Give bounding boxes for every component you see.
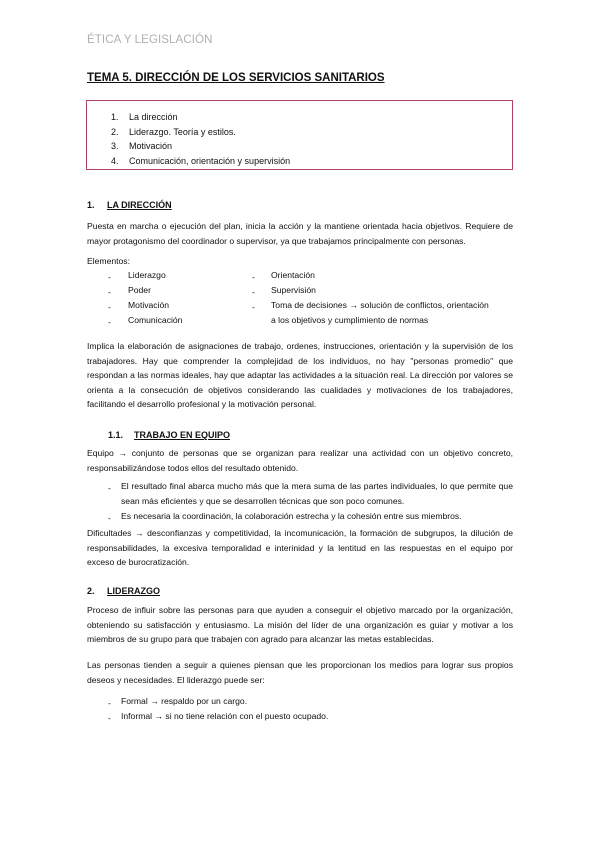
section-heading-liderazgo [87,586,160,596]
paragraph-liderazgo-tipos: Las personas tienden a seguir a quienes piensan que les proporcionan los medios para lograr sus propios deseos y necesidades. El liderazgo puede ser: [87,660,513,685]
toc-item-label: La dirección [129,112,178,122]
toc-item-number: 1. [111,112,119,122]
element-item: Poder [128,285,151,295]
table-of-contents-box [86,100,513,170]
bullet-dash: - [108,287,111,297]
element-item: Supervisión [271,285,316,295]
bullet-dash: - [252,272,255,282]
toc-item-label: Comunicación, orientación y supervisión [129,155,291,166]
bullet-dash: - [108,272,111,282]
toc-item-number: 3. [111,141,119,151]
paragraph-equipo-definition: Equipo → conjunto de personas que se organizan para realizar una actividad con un objetivo concreto, responsabilizándose todos ellos del resultado obtenido. [87,448,513,473]
bullet-dash: - [252,302,255,312]
toc-item-label: Motivación [129,141,173,151]
bullet-dash: - [108,317,111,327]
liderazgo-bullet: Formal → respaldo por un cargo. [121,696,248,706]
element-item: Motivación [128,300,170,310]
bullet-dash: - [108,302,111,312]
element-item: Orientación [271,270,315,280]
toc-item-number: 4. [111,155,119,166]
paragraph-equipo-dificultades: Dificultades → desconfianzas y competitividad, la incomunicación, la formación de subgrupos, la dilución de responsabilidades, la excesiva temporalidad e interinidad y la lentitud en las respuestas en el equipo por exceso de burocratización. [87,528,513,568]
toc-item [111,154,290,169]
paragraph-liderazgo-definition: Proceso de influir sobre las personas para que ayuden a conseguir el objetivo marcado por la organización, obteniendo su satisfacción y entusiasmo. La misión del líder de una organización es guiar y motivar a los miembros de su grupo para que trabajen con agrado para alcanzar las metas establecidas. [87,605,513,645]
bullet-dash: - [108,698,111,708]
paragraph-direccion-intro: Puesta en marcha o ejecución del plan, inicia la acción y la mantiene orientada hacia objetivos. Requiere de mayor protagonismo del coordinador o supervisor, ya que trabajamos principalmente con personas. [87,221,513,246]
subsection-heading-trabajo-en-equipo [108,430,230,440]
section-heading-direccion [87,200,172,210]
paragraph-direccion-body: Implica la elaboración de asignaciones de trabajo, ordenes, instrucciones, orientación y la supervisión de los trabajadores. Hay que comprender la complejidad de los individuos, no hay "personas promedio" que respondan a las normas ideales, hay que adaptar las actividades a la situación real. La dirección por valores se orienta a la consecución de objetivos considerando las cualidades y motivaciones de los trabajadores, facilitando el desarrollo profesional y la motivación personal. [87,341,513,410]
equipo-bullet: Es necesaria la coordinación, la colaboración estrecha y la cohesión entre sus miembros. [121,511,462,521]
bullet-dash: - [108,483,111,493]
liderazgo-bullet: Informal → si no tiene relación con el puesto ocupado. [121,711,329,721]
elements-label: Elementos: [87,256,130,266]
element-item-continuation: a los objetivos y cumplimiento de normas [271,315,429,325]
running-header: ÉTICA Y LEGISLACIÓN [87,34,213,46]
bullet-dash: - [108,713,111,723]
section-label: TRABAJO EN EQUIPO [134,430,231,440]
bullet-dash: - [108,513,111,523]
element-item: Toma de decisiones → solución de conflictos, orientación [271,300,489,310]
toc-item-number: 2. [111,126,119,137]
section-number: 1.1. [108,430,124,440]
bullet-dash: - [252,287,255,297]
toc-item [111,139,290,154]
page-title: TEMA 5. DIRECCIÓN DE LOS SERVICIOS SANITARIOS [87,72,385,84]
toc-item [111,125,290,140]
section-number: 2. [87,586,95,596]
section-number: 1. [87,200,95,210]
toc-item-label: Liderazgo. Teoría y estilos. [129,126,236,137]
element-item: Liderazgo [128,270,166,280]
section-label: LA DIRECCIÓN [107,200,172,210]
element-item: Comunicación [128,315,183,325]
section-label: LIDERAZGO [107,586,160,596]
toc-item [111,110,290,125]
equipo-bullet: El resultado final abarca mucho más que la mera suma de las partes individuales, lo que permite que sean más eficientes y que se desarrollen técnicas que son poco comunes. [121,481,513,506]
